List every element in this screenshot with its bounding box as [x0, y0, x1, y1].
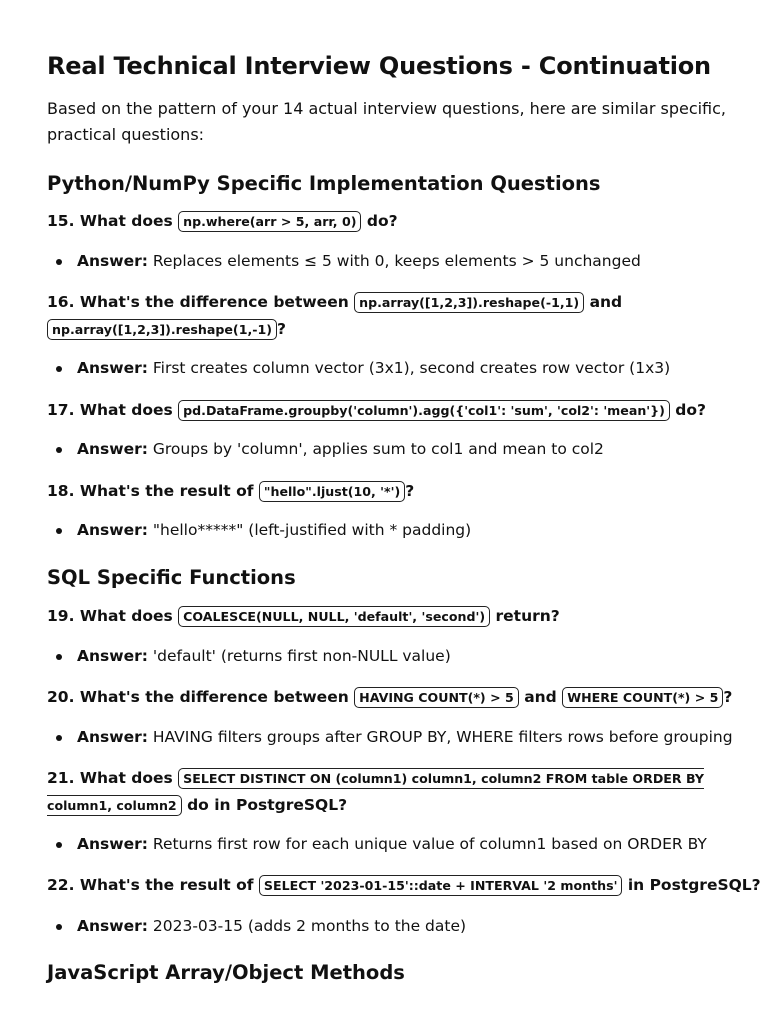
- intro-paragraph: Based on the pattern of your 14 actual interview questions, here are similar specific, practical questions:: [47, 99, 727, 144]
- question-text: 22. What's the result of: [47, 876, 254, 894]
- question-18: [47, 478, 737, 505]
- question-text: do?: [366, 212, 398, 230]
- answer-text: First creates column vector (3x1), second creates row vector (1x3): [152, 359, 671, 377]
- section-heading-python: Python/NumPy Specific Implementation Questions: [47, 172, 601, 195]
- inline-code: HAVING COUNT(*) > 5: [354, 687, 519, 708]
- answer-text: Replaces elements ≤ 5 with 0, keeps elements > 5 unchanged: [152, 252, 641, 270]
- inline-code: np.array([1,2,3]).reshape(1,-1): [47, 319, 277, 340]
- inline-code: SELECT '2023-01-15'::date + INTERVAL '2 months': [259, 875, 623, 896]
- question-22: [47, 872, 761, 899]
- inline-code: pd.DataFrame.groupby('column').agg({'col1': 'sum', 'col2': 'mean'}): [178, 400, 670, 421]
- answer-text: "hello*****" (left-justified with * padding): [152, 521, 472, 539]
- inline-code: WHERE COUNT(*) > 5: [562, 687, 723, 708]
- question-text: 21. What does: [47, 769, 173, 787]
- answer-16: [77, 359, 670, 377]
- question-20: [47, 684, 737, 711]
- answer-20: [77, 728, 733, 746]
- answer-text: HAVING filters groups after GROUP BY, WHERE filters rows before grouping: [152, 728, 733, 746]
- answer-17: [77, 440, 604, 458]
- answer-label: Answer:: [77, 359, 148, 377]
- answer-text: 'default' (returns first non-NULL value): [152, 647, 451, 665]
- question-19: [47, 603, 737, 630]
- answer-15: [77, 252, 641, 270]
- answer-text: 2023-03-15 (adds 2 months to the date): [152, 917, 467, 935]
- question-text: 19. What does: [47, 607, 173, 625]
- question-text: do?: [675, 401, 707, 419]
- inline-code: "hello".ljust(10, '*'): [259, 481, 405, 502]
- question-text: 15. What does: [47, 212, 173, 230]
- answer-18: [77, 521, 471, 539]
- question-15: [47, 208, 737, 235]
- answer-label: Answer:: [77, 728, 148, 746]
- question-text: 20. What's the difference between: [47, 688, 349, 706]
- section-heading-js: JavaScript Array/Object Methods: [47, 961, 405, 984]
- answer-text: Groups by 'column', applies sum to col1 and mean to col2: [152, 440, 604, 458]
- inline-code: np.where(arr > 5, arr, 0): [178, 211, 361, 232]
- answer-label: Answer:: [77, 647, 148, 665]
- question-text: ?: [723, 688, 733, 706]
- answer-label: Answer:: [77, 252, 148, 270]
- section-heading-sql: SQL Specific Functions: [47, 566, 296, 589]
- answer-21: [77, 835, 707, 853]
- answer-label: Answer:: [77, 835, 148, 853]
- question-text: ?: [277, 320, 286, 338]
- answer-label: Answer:: [77, 917, 148, 935]
- question-16: [47, 289, 737, 343]
- question-text: in PostgreSQL?: [627, 876, 761, 894]
- answer-label: Answer:: [77, 521, 148, 539]
- question-21: [47, 765, 737, 819]
- answer-19: [77, 647, 451, 665]
- answer-text: Returns first row for each unique value of column1 based on ORDER BY: [152, 835, 707, 853]
- answer-label: Answer:: [77, 440, 148, 458]
- question-text: 16. What's the difference between: [47, 293, 349, 311]
- inline-code: SELECT DISTINCT ON (column1) column1, column2 FROM table ORDER BY column1, column2: [47, 768, 704, 816]
- question-text: ?: [405, 482, 415, 500]
- question-text: do in PostgreSQL?: [187, 796, 348, 814]
- question-17: [47, 397, 737, 424]
- inline-code: COALESCE(NULL, NULL, 'default', 'second'): [178, 606, 490, 627]
- question-text: 18. What's the result of: [47, 482, 254, 500]
- question-text: 17. What does: [47, 401, 173, 419]
- answer-22: [77, 917, 466, 935]
- page-title: Real Technical Interview Questions - Continuation: [47, 52, 711, 80]
- question-text: return?: [495, 607, 560, 625]
- question-text: and: [524, 688, 557, 706]
- question-text: and: [589, 293, 623, 311]
- inline-code: np.array([1,2,3]).reshape(-1,1): [354, 292, 584, 313]
